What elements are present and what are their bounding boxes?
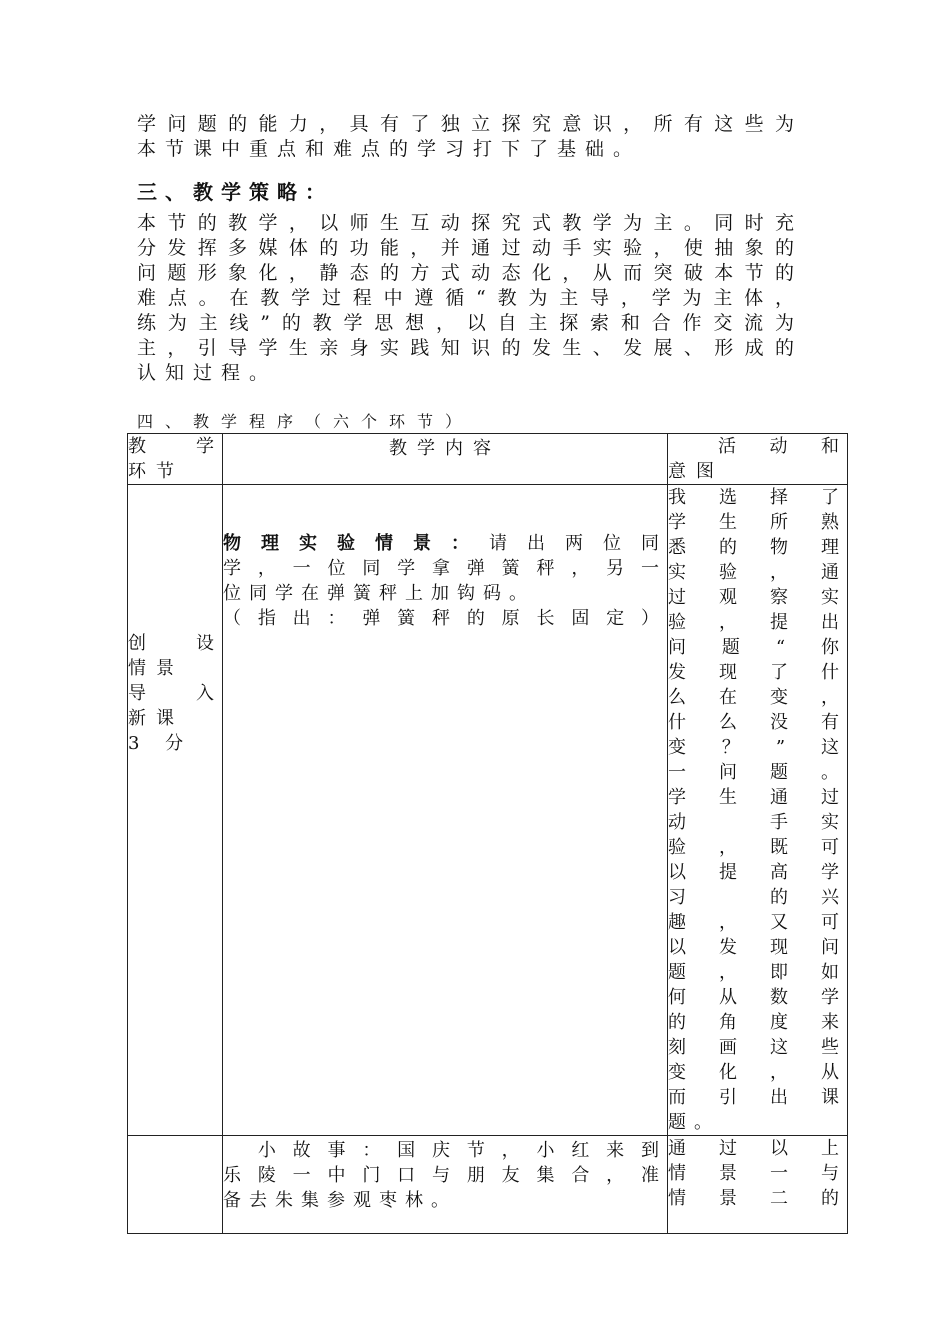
content-cell: [223, 1136, 668, 1234]
section-caption-procedure: 四、教学程序（六个环节）: [137, 412, 474, 431]
strategy-line: 分发挥多媒体的功能，并通过动手实验，使抽象的: [137, 237, 803, 259]
intent-line: 情景一与: [668, 1163, 847, 1184]
intent-line: 通过以上: [668, 1138, 847, 1159]
lesson-table: [127, 433, 848, 1234]
intent-line: 情景二的: [668, 1188, 847, 1209]
intent-line: 发现了什: [668, 662, 847, 683]
table-row: [128, 485, 848, 1136]
intent-line: 验，既可: [668, 837, 847, 858]
intent-line: 趣，又可: [668, 912, 847, 933]
intent-line: 刻画这些: [668, 1037, 847, 1058]
intent-line: 变？”这: [668, 737, 847, 758]
intent-lines: [668, 485, 847, 1135]
table-row: [128, 1136, 848, 1234]
intro-line: 学问题的能力，具有了独立探究意识，所有这些为: [137, 113, 803, 135]
intent-line: 验，提出: [668, 612, 847, 633]
content-line: 小故事：国庆节，小红来到: [223, 1140, 667, 1161]
intent-line: 何从数学: [668, 987, 847, 1008]
intent-line: 题，即如: [668, 962, 847, 983]
intent-line: 么在变，: [668, 687, 847, 708]
table-header-row: [128, 434, 848, 485]
intent-lines: [668, 1136, 847, 1211]
content-line: 学，一位同学拿弹簧秤，另一: [223, 558, 667, 579]
intent-line: 动 手实: [668, 812, 847, 833]
content-line: 位同学在弹簧秤上加钩码。: [223, 583, 535, 604]
header-content: 教学内容: [223, 434, 668, 485]
content-line: 乐陵一中门口与朋友集合，准: [223, 1165, 667, 1186]
strategy-paragraph: [137, 211, 803, 386]
intent-line: 习 的兴: [668, 887, 847, 908]
intent-line: 以提高学: [668, 862, 847, 883]
strategy-line: 难点。在教学过程中遵循“教为主导，学为主体，: [137, 287, 803, 309]
strategy-line: 主，引导学生亲身实践知识的发生、发展、形成的: [137, 337, 803, 359]
intent-cell: [668, 1136, 848, 1234]
header-intent: 活动和 意图: [668, 434, 848, 485]
section-heading-strategy: 三、教学策略：: [137, 180, 333, 204]
strategy-line: 本节的教学，以师生互动探究式教学为主。同时充: [137, 212, 803, 234]
intent-line: 悉的物理: [668, 537, 847, 558]
intent-line: 学生所熟: [668, 512, 847, 533]
intent-line: 实验，通: [668, 562, 847, 583]
intent-line: 学生通过: [668, 787, 847, 808]
strategy-line: 认知过程。: [137, 362, 278, 384]
intent-cell: [668, 485, 848, 1136]
intent-line: 变化，从: [668, 1062, 847, 1083]
intent-line: 以发现问: [668, 937, 847, 958]
intent-line: 过观察实: [668, 587, 847, 608]
intent-line: 题。: [668, 1112, 720, 1133]
content-cell: [223, 485, 668, 1136]
intent-line: 问题“你: [668, 637, 847, 658]
content-label: 物理实验情景：: [223, 533, 489, 554]
stage-cell: [128, 1136, 223, 1234]
intro-paragraph: [137, 112, 803, 162]
strategy-line: 问题形象化，静态的方式动态化，从而突破本节的: [137, 262, 803, 284]
intent-line: 我选择了: [668, 487, 847, 508]
stage-cell: 创 设 情景 导 入 新课 3 分: [128, 485, 223, 1136]
content-line: （指出：弹簧秤的原长固定）: [223, 608, 667, 629]
content-line: 物理实验情景：请出两位同: [223, 533, 667, 554]
intent-line: 什么没有: [668, 712, 847, 733]
intro-line: 本节课中重点和难点的学习打下了基础。: [137, 138, 642, 160]
intent-line: 一问题。: [668, 762, 847, 783]
intent-line: 的角度来: [668, 1012, 847, 1033]
header-stage: 教 学 环节: [128, 434, 223, 485]
strategy-line: 练为主线”的教学思想，以自主探索和合作交流为: [137, 312, 803, 334]
intent-line: 而引出课: [668, 1087, 847, 1108]
content-line: 备去朱集参观枣林。: [223, 1190, 457, 1211]
